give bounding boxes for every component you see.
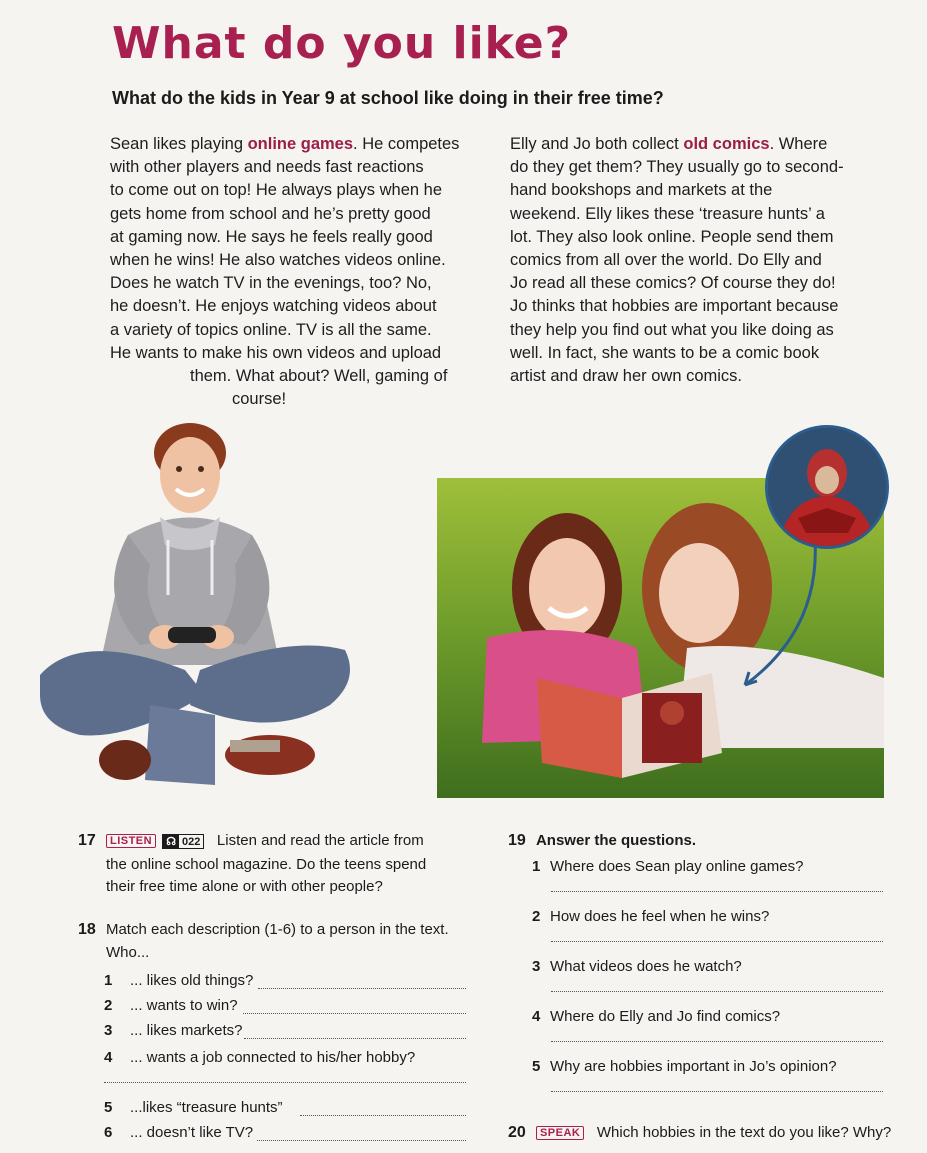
teen-gamer-photo bbox=[40, 405, 360, 790]
article-right-line: hand bookshops and markets at the bbox=[510, 181, 773, 200]
article-left-line: with other players and needs fast reactions bbox=[110, 158, 424, 177]
exercise-17-line2: the online school magazine. Do the teens spend bbox=[106, 856, 427, 873]
article-left-line: at gaming now. He says he feels really good bbox=[110, 227, 433, 246]
exercise-18-line2: Who... bbox=[106, 944, 150, 961]
match-item: 3 ... likes markets? bbox=[104, 1022, 243, 1039]
highlight-keyword: online games bbox=[247, 135, 354, 153]
answer-blank[interactable] bbox=[244, 1037, 466, 1039]
answer-blank[interactable] bbox=[104, 1081, 466, 1083]
listen-tag: LISTEN bbox=[106, 834, 156, 848]
article-right-line: lot. They also look online. People send them bbox=[510, 227, 834, 246]
page-title: What do you like? bbox=[112, 18, 572, 69]
highlight-keyword: old comics bbox=[683, 135, 770, 153]
article-right-line: do they get them? They usually go to second- bbox=[510, 158, 844, 177]
article-right-line: Elly and Jo both collect old comics. Where bbox=[510, 135, 828, 153]
exercise-17-line1: Listen and read the article from bbox=[216, 832, 424, 849]
question-item: 2 How does he feel when he wins? bbox=[532, 908, 770, 925]
article-right-line: artist and draw her own comics. bbox=[510, 367, 743, 386]
answer-blank[interactable] bbox=[243, 1012, 466, 1014]
exercise-20-number: 20 bbox=[508, 1124, 526, 1141]
exercise-17-number: 17 bbox=[78, 832, 96, 849]
answer-blank[interactable] bbox=[551, 990, 883, 992]
question-item: 1 Where does Sean play online games? bbox=[532, 858, 804, 875]
question-item: 4 Where do Elly and Jo find comics? bbox=[532, 1008, 781, 1025]
article-left-line: he doesn’t. He enjoys watching videos about bbox=[110, 297, 437, 316]
audio-track-badge[interactable]: ☊ 022 bbox=[162, 834, 204, 849]
match-item: 2 ... wants to win? bbox=[104, 997, 238, 1014]
article-left-line: course! bbox=[232, 390, 287, 409]
page-subtitle: What do the kids in Year 9 at school like doing in their free time? bbox=[112, 88, 664, 108]
exercise-18 bbox=[78, 921, 449, 939]
speak-tag: SPEAK bbox=[536, 1126, 584, 1140]
answer-blank[interactable] bbox=[257, 1139, 466, 1141]
question-item: 3 What videos does he watch? bbox=[532, 958, 742, 975]
match-item: 4 ... wants a job connected to his/her hobby? bbox=[104, 1049, 416, 1066]
article-right-line: well. In fact, she wants to be a comic book bbox=[510, 343, 820, 362]
headphones-icon: ☊ bbox=[163, 835, 179, 848]
answer-blank[interactable] bbox=[300, 1114, 466, 1116]
exercise-18-line1: Match each description (1-6) to a person in the text. bbox=[105, 921, 449, 938]
article-left-line: to come out on top! He always plays when he bbox=[110, 181, 443, 200]
exercise-20-text: Which hobbies in the text do you like? Why? bbox=[596, 1124, 892, 1141]
question-item: 5 Why are hobbies important in Jo’s opinion? bbox=[532, 1058, 837, 1075]
article-left-line: a variety of topics online. TV is all the same. bbox=[110, 320, 432, 339]
answer-blank[interactable] bbox=[551, 1040, 883, 1042]
answer-blank[interactable] bbox=[551, 890, 883, 892]
answer-blank[interactable] bbox=[258, 987, 466, 989]
article-column-left bbox=[110, 133, 482, 411]
answer-blank[interactable] bbox=[551, 940, 883, 942]
exercise-17-line3: their free time alone or with other people? bbox=[106, 878, 383, 895]
match-item: 1 ... likes old things? bbox=[104, 972, 254, 989]
article-right-line: weekend. Elly likes these ‘treasure hunts’ a bbox=[510, 204, 825, 223]
exercise-19 bbox=[508, 832, 696, 850]
connector-arrow bbox=[735, 540, 830, 690]
article-left-line: them. What about? Well, gaming of bbox=[190, 367, 448, 386]
article-right-line: comics from all over the world. Do Elly and bbox=[510, 251, 822, 270]
article-right-line: Jo thinks that hobbies are important because bbox=[510, 297, 839, 316]
article-column-right bbox=[510, 133, 885, 388]
answer-blank[interactable] bbox=[551, 1090, 883, 1092]
article-right-line: they help you find out what you like doing as bbox=[510, 320, 834, 339]
match-item: 6 ... doesn’t like TV? bbox=[104, 1124, 254, 1141]
comic-hero-closeup bbox=[765, 425, 889, 549]
article-right-line: Jo read all these comics? Of course they do! bbox=[510, 274, 836, 293]
article-left-line: Sean likes playing online games. He competes bbox=[110, 135, 460, 153]
exercise-18-number: 18 bbox=[78, 921, 96, 938]
article-left-line: He wants to make his own videos and upload bbox=[110, 343, 442, 362]
article-left-line: Does he watch TV in the evenings, too? No, bbox=[110, 274, 432, 293]
match-item: 5 ...likes “treasure hunts” bbox=[104, 1099, 283, 1116]
article-left-line: gets home from school and he’s pretty good bbox=[110, 204, 431, 223]
exercise-19-instruction: Answer the questions. bbox=[535, 832, 696, 849]
article-left-line: when he wins! He also watches videos online. bbox=[110, 251, 446, 270]
exercise-19-number: 19 bbox=[508, 832, 526, 849]
exercise-20 bbox=[508, 1124, 891, 1142]
exercise-17 bbox=[78, 832, 424, 850]
